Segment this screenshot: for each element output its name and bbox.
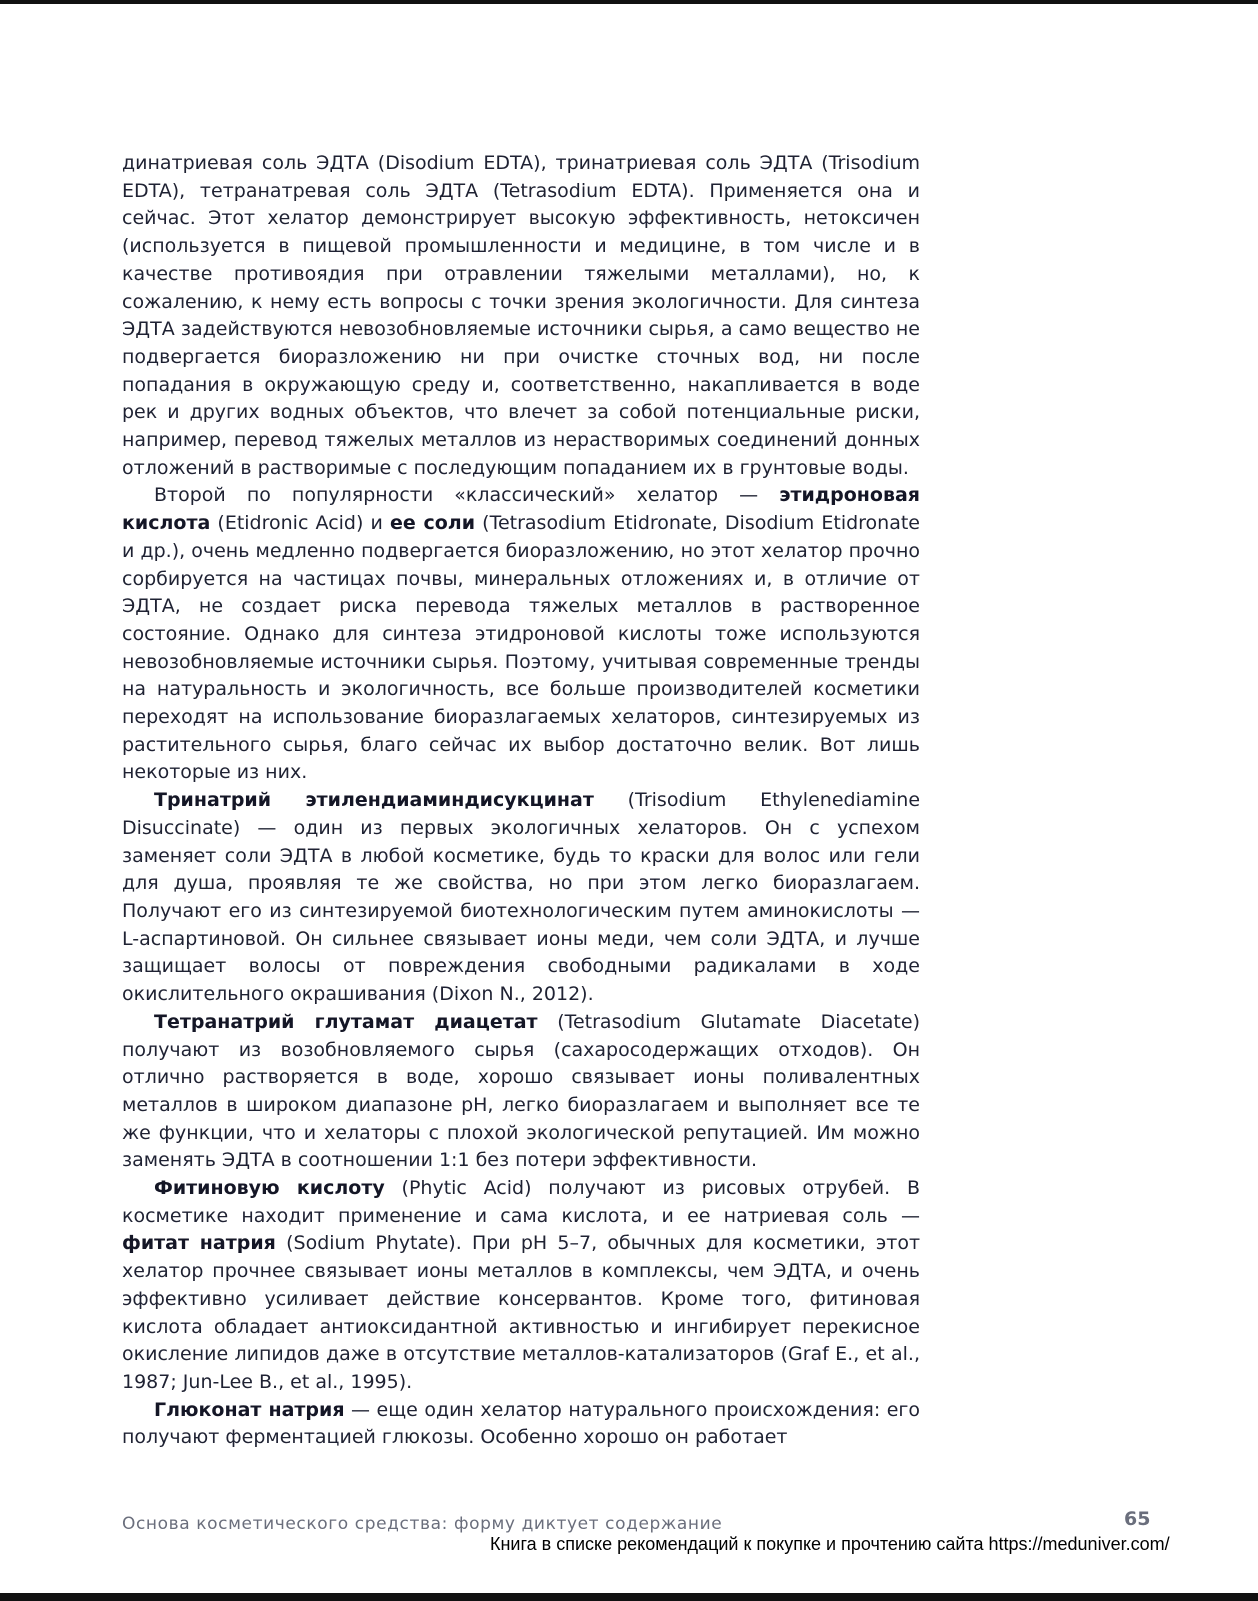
paragraph [122,150,920,482]
text-run: (Tetrasodium Etidronate, Disodium Etidronate и др.), очень медленно подвергается биоразложению, но этот хелатор прочно сорбируется на частицах почвы, минеральных отложениях и, в отличие от ЭДТА, не создает риска перевода тяжелых металлов в растворенное состояние. Однако для синтеза этидроновой кислоты тоже используются невозобновляемые источники сырья. Поэтому, учитывая современные тренды на натуральность и экологичность, все больше производителей косметики переходят на использование биоразлагаемых хелаторов, синтезируемых из растительного сырья, благо сейчас их выбор достаточно велик. Вот лишь некоторые из них. [122,512,920,784]
paragraph [122,482,920,787]
page-number: 65 [1124,1508,1151,1530]
source-watermark: Книга в списке рекомендаций к покупке и прочтению сайта https://meduniver.com/ [490,1534,1170,1554]
text-run: — еще один хелатор натурального происхождения: его получают ферментацией глюкозы. Особенно хорошо он работает [122,1398,921,1449]
bold-term: Тетранатрий глутамат диацетат [154,1010,538,1033]
bold-term: Глюконат натрия [154,1398,345,1421]
bold-term: ее соли [390,512,476,535]
text-run: динатриевая соль ЭДТА (Disodium EDTA), тринатриевая соль ЭДТА (Trisodium EDTA), тетранатревая соль ЭДТА (Tetrasodium EDTA). Применяется она и сейчас. Этот хелатор демонстрирует высокую эффективность, нетоксичен (используется в пищевой промышленности и медицине, в том числе и в качестве противоядия при отравлении тяжелыми металлами), но, к сожалению, к нему есть вопросы с точки зрения экологичности. Для синтеза ЭДТА задействуются невозобновляемые источники сырья, а само вещество не подвергается биоразложению ни при очистке сточных вод, ни после попадания в окружающую среду и, соответственно, накапливается в воде рек и других водных объектов, что влечет за собой потенциальные риски, например, перевод тяжелых металлов из нерастворимых соединений донных отложений в растворимые с последующим попаданием их в грунтовые воды. [122,152,920,479]
paragraph [122,1175,920,1397]
paragraph [122,1397,920,1452]
text-run: (Etidronic Acid) и [210,512,391,535]
text-run: (Trisodium Ethylenediamine Disuccinate) — один из первых экологичных хелаторов. Он с успехом заменяет соли ЭДТА в любой косметике, будь то краски для волос или гели для душа, проявляя те же свойства, но при этом легко биоразлагаем. Получают его из синтезируемой биотехнологическим путем аминокислоты — L-аспартиновой. Он сильнее связывает ионы меди, чем соли ЭДТА, и лучше защищает волосы от повреждения свободными радикалами в ходе окислительного окрашивания (Dixon N., 2012). [122,789,921,1006]
bold-term: этидроновая кислота [122,484,920,535]
bold-term: Тринатрий этилендиаминдисукцинат [154,789,594,812]
text-run: (Tetrasodium Glutamate Diacetate) получают из возобновляемого сырья (сахаросодержащих отходов). Он отлично растворяется в воде, хорошо связывает ионы поливалентных металлов в широком диапазоне pH, легко биоразлагаем и выполняет все те же функции, что и хелаторы с плохой экологической репутацией. Им можно заменять ЭДТА в соотношении 1:1 без потери эффективности. [122,1010,920,1172]
body-text [122,150,920,1452]
text-run: (Phytic Acid) получают из рисовых отрубей. В косметике находит применение и сама кислота, и ее натриевая соль — [122,1177,920,1227]
running-title: Основа косметического средства: форму диктует содержание [122,1514,723,1534]
text-run: Второй по популярности «классический» хелатор — [154,484,780,507]
paragraph [122,787,920,1009]
bold-term: фитат натрия [122,1232,276,1255]
paragraph [122,1009,920,1175]
bottom-border [0,1593,1258,1601]
text-run: (Sodium Phytate). При pH 5–7, обычных для косметики, этот хелатор прочнее связывает ионы металлов в комплексы, чем ЭДТА, и очень эффективно усиливает действие консервантов. Кроме того, фитиновая кислота обладает антиоксидантной активностью и ингибирует перекисное окисление липидов даже в отсутствие металлов-катализаторов (Graf E., et al., 1987; Jun-Lee B., et al., 1995). [122,1232,921,1393]
bold-term: Фитиновую кислоту [154,1177,385,1200]
top-border [0,0,1258,4]
